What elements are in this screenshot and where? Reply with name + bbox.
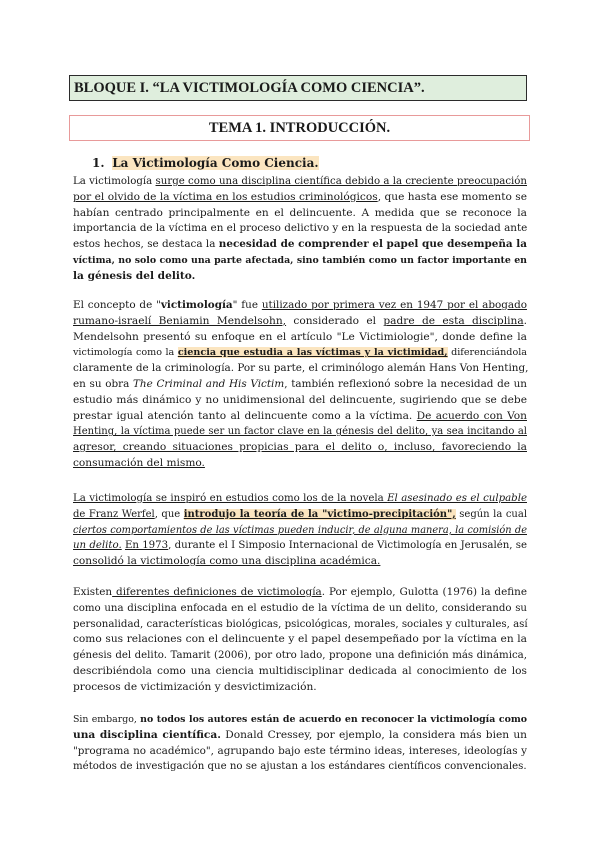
block-heading: BLOQUE I. “LA VICTIMOLOGÍA COMO CIENCIA”. <box>69 75 527 101</box>
text: considerado el <box>286 314 384 327</box>
paragraph-2 <box>73 298 527 472</box>
text-line: Mendelsohn presentó su enfoque en el artículo "Le Victimiologie", donde define la <box>73 330 527 343</box>
text: Existen <box>73 586 113 598</box>
text: La victimología <box>73 176 156 187</box>
text-line: importancia de la víctima en el proceso delictivo y en la respuesta de la sociedad ante <box>73 222 528 235</box>
bold-text-line: víctima, no solo como una parte afectada, sino también como un factor importante en <box>73 254 527 266</box>
italic-underlined-line: ciertos comportamientos de las víctimas pueden inducir, de alguna manera, la comisión de <box>73 524 527 536</box>
text: Sin embargo, <box>73 714 141 725</box>
text: , también reflexionó sobre la necesidad de un <box>284 377 527 390</box>
underlined-text-line: agresor, creando situaciones propicias para el delito o, incluso, favoreciendo la <box>73 441 527 454</box>
text: . Por ejemplo, Gulotta (1976) la define <box>321 586 528 598</box>
text: diferenciándola <box>447 347 528 359</box>
text: prestar igual atención tanto al delincuente como a la víctima. <box>73 409 417 422</box>
bold-text: una disciplina científica. <box>73 728 221 741</box>
text-line: como una disciplina enfocada en el estudio de la víctima de un delito, considerando su <box>73 602 527 614</box>
text-line: claramente de la criminología. Por su parte, el criminólogo alemán Hans Von Henting, <box>73 362 529 375</box>
text: victimología como la <box>73 347 178 359</box>
text: , que <box>154 508 184 520</box>
text: estos hechos, se destaca la <box>73 238 219 251</box>
text: según la cual <box>455 508 528 520</box>
underlined-text: diferentes definiciones de victimología <box>112 586 322 598</box>
bold-text: victimología <box>160 299 233 311</box>
bold-text: necesidad de comprender el papel que desempeña la <box>218 238 527 251</box>
highlighted-text: introdujo la teoría de la "victimo-precipitación", <box>183 508 456 520</box>
text: en su obra <box>73 377 133 390</box>
text-line: "programa no académico", agrupando bajo este término ideas, intereses, ideologías y <box>73 744 527 757</box>
underlined-text: En 1973 <box>124 540 169 552</box>
text-line: estudio más dinámico y no unidimensional del delincuente, sugiriendo que se debe <box>73 393 527 406</box>
section-title-text: La Victimología Como Ciencia. <box>112 156 319 170</box>
underlined-text: De acuerdo con Von <box>416 409 527 422</box>
text-line: como sus relaciones con el delincuente y el papel desempeñado por la víctima en la <box>73 633 527 646</box>
bold-text-line: la génesis del delito. <box>73 269 196 282</box>
text-line: métodos de investigación que no se ajustan a los estándares científicos convencionales. <box>73 761 527 773</box>
highlighted-text: ciencia que estudia a las víctimas y la victimidad, <box>177 347 448 359</box>
section-heading <box>92 155 319 172</box>
underlined-text: por el olvido de la víctima en los estudios criminológicos <box>73 190 378 203</box>
underlined-text: consumación del mismo. <box>73 456 205 469</box>
paragraph-3 <box>73 491 527 570</box>
text: Donald Cressey, por ejemplo, la considera más bien un <box>220 728 527 741</box>
underlined-text-line: Henting, la víctima puede ser un factor clave en la génesis del delito, ya sea incitando al <box>73 426 527 438</box>
paragraph-4 <box>73 585 527 696</box>
underlined-text: de Franz Werfel <box>73 508 155 520</box>
underlined-text: La victimología se inspiró en estudios como los de la novela <box>73 493 388 504</box>
text: . <box>523 314 528 327</box>
text-line: habían centrado principalmente en el delincuente. A medida que se reconoce la <box>73 206 527 219</box>
text: , durante el I Simposio Internacional de Victimología en Jerusalén, se <box>168 540 528 552</box>
underlined-text: rumano-israelí Beniamin Mendelsohn, <box>73 314 287 327</box>
italic-underlined-text: El asesinado es el culpable <box>387 493 527 504</box>
section-number: 1. <box>92 156 105 170</box>
text-line: génesis del delito. Tamarit (2006), por otro lado, propone una definición más dinámica, <box>73 650 527 662</box>
text-line: personalidad, características biológicas, psicológicas, morales, sociales y culturales, así <box>73 618 528 630</box>
underlined-text: padre de esta disciplina <box>383 314 524 327</box>
paragraph-5 <box>73 712 527 775</box>
text-line: procesos de victimización y desvictimización. <box>73 680 317 693</box>
bold-text: no todos los autores están de acuerdo en reconocer la victimología como <box>140 714 527 725</box>
underlined-text: consolidó la victimología como una disciplina académica. <box>73 555 381 568</box>
text: " fue <box>232 299 262 311</box>
underlined-text: surge como una disciplina científica debido a la creciente preocupación <box>155 176 527 187</box>
italic-text: The Criminal and His Victim <box>133 377 285 390</box>
text-line: describiéndola como una ciencia multidisciplinar dedicada al conocimiento de los <box>73 664 527 677</box>
text: , que hasta ese momento se <box>377 190 527 203</box>
underlined-text: utilizado por primera vez en 1947 por el abogado <box>261 299 528 311</box>
text: El concepto de " <box>73 299 161 311</box>
italic-underlined-text: un delito. <box>73 540 122 552</box>
topic-heading: TEMA 1. INTRODUCCIÓN. <box>69 115 530 141</box>
paragraph-1 <box>73 174 527 285</box>
